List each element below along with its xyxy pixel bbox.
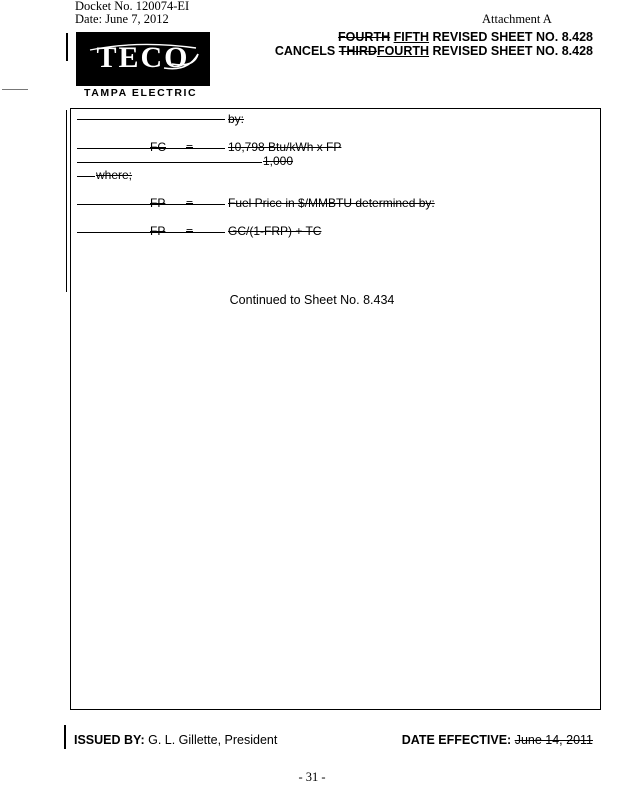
- fp-label: FP: [150, 224, 166, 238]
- cancels-label: CANCELS: [274, 44, 336, 58]
- revision-bar: [66, 33, 68, 61]
- equals-sign: =: [186, 224, 194, 238]
- teco-logo: [76, 32, 210, 86]
- fp-formula: GC/(1-FRP) + TC: [228, 224, 322, 238]
- logo-subtitle: TAMPA ELECTRIC: [84, 87, 198, 99]
- fp-definition: Fuel Price in $/MMBTU determined by:: [228, 196, 435, 210]
- cancels-rest: REVISED SHEET NO. 8.428: [432, 44, 593, 58]
- revision-heading-line1: [338, 30, 593, 44]
- fc-denominator: 1,000: [263, 154, 294, 168]
- margin-mark: [2, 89, 28, 90]
- revision-heading-line2: [275, 44, 593, 58]
- by-text: by:: [228, 112, 245, 126]
- issuer-name: G. L. Gillette, President: [148, 733, 278, 747]
- date-effective: [402, 733, 593, 747]
- fc-numerator: 10,798 Btu/kWh x FP: [228, 140, 342, 154]
- equals-sign: =: [186, 196, 194, 210]
- filing-date: Date: June 7, 2012: [75, 12, 169, 26]
- where-text: where;: [96, 168, 133, 182]
- new-revision: FIFTH: [393, 30, 430, 44]
- equals-sign: =: [186, 140, 194, 154]
- continued-note: Continued to Sheet No. 8.434: [229, 293, 395, 307]
- issued-by: [74, 733, 277, 747]
- revision-bar: [64, 725, 66, 749]
- logo-mark: TECO: [96, 41, 190, 74]
- attachment-label: Attachment A: [482, 12, 552, 26]
- effective-label: DATE EFFECTIVE:: [401, 733, 512, 747]
- struck-revision: FOURTH: [338, 30, 391, 44]
- new-cancels: FOURTH: [376, 44, 430, 58]
- fc-label: FC: [150, 140, 166, 154]
- revision-rest: REVISED SHEET NO. 8.428: [432, 30, 593, 44]
- fp-label: FP: [150, 196, 166, 210]
- revision-bar: [66, 110, 67, 292]
- strike-rule: [77, 119, 225, 120]
- strike-rule: [77, 176, 95, 177]
- issued-label: ISSUED BY:: [74, 733, 145, 747]
- strike-rule: [77, 162, 262, 163]
- docket-number: Docket No. 120074-EI: [75, 0, 190, 13]
- page-number: - 31 -: [298, 770, 326, 784]
- effective-date: June 14, 2011: [514, 733, 593, 747]
- struck-cancels: THIRD: [338, 44, 377, 58]
